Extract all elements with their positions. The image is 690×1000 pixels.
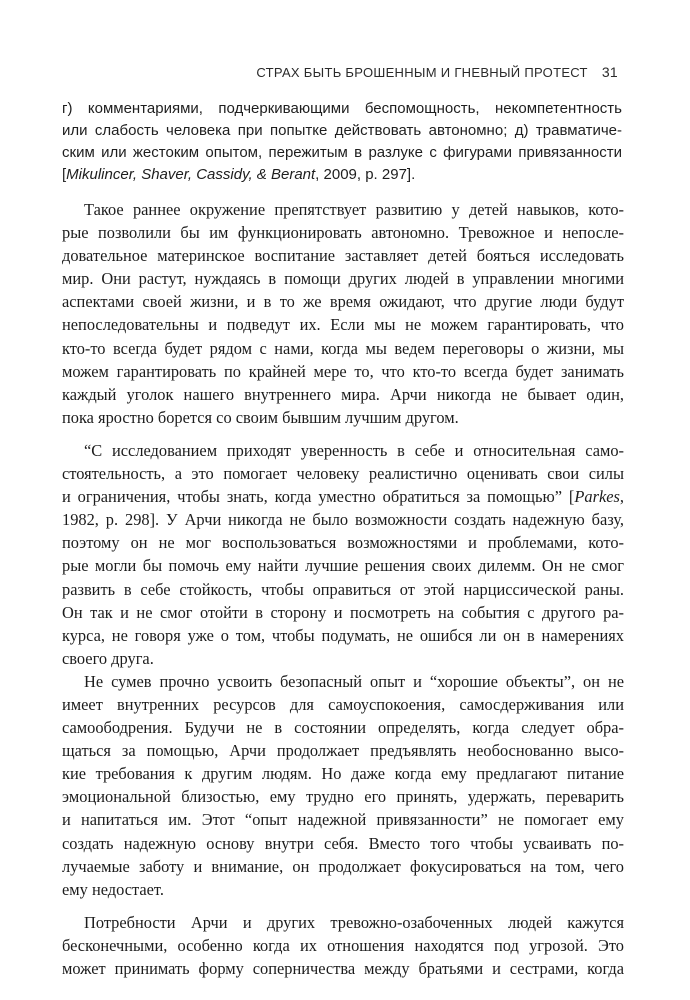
text-line: эмоциональной близостью, ему трудно его принять, удержать, переварить [62, 787, 624, 807]
paragraph [62, 439, 624, 670]
text-line: Он так и не смог отойти в сторону и посмотреть на события с другого ра- [62, 602, 624, 622]
text-line: рые могли бы помочь ему найти лучшие решения своих дилемм. Он не смог [62, 556, 624, 576]
text-line: “С исследованием приходят уверенность в себе и относительная само- [84, 440, 624, 460]
text-line: бесконечными, особенно когда их отношения находятся под угрозой. Это [62, 935, 624, 955]
text-line: каждый уголок нашего внутреннего мира. Арчи никогда не бывает один, [62, 384, 624, 404]
text-line: мир. Они растут, нуждаясь в помощи других людей в управлении многими [62, 269, 624, 289]
text-line: лучаемые заботу и внимание, он продолжает фокусироваться на том, чего [62, 856, 624, 876]
running-header [256, 64, 618, 80]
text-line: кто-то всегда будет рядом с нами, когда мы ведем переговоры о жизни, мы [62, 338, 624, 358]
quote-line: или слабость человека при попытке действовать автономно; д) травматиче- [62, 122, 622, 139]
text-line: Такое раннее окружение препятствует развитию у детей навыков, кото- [84, 200, 624, 219]
text-line: ему недостает. [62, 879, 164, 899]
text-line: пока яростно борется со своим бывшим лучшим другом. [62, 407, 459, 427]
text-line: кие требования к другим людям. Но даже когда ему предлагают питание [62, 764, 624, 784]
text-line: создать надежную основу внутри себя. Вместо того чтобы усваивать по- [62, 833, 624, 853]
text-line: развить в себе стойкость, чтобы оправиться от этой нарциссической раны. [62, 579, 624, 599]
text-line: поэтому он не мог воспользоваться возможностями и проблемами, кото- [62, 533, 624, 553]
text-line: и ограничения, чтобы знать, когда уместно обратиться за помощью” [Parkes, [62, 487, 624, 507]
citation-year-page: , 2009, p. 297]. [315, 166, 416, 183]
text-line: своего друга. [62, 648, 154, 668]
quote-line: ским или жестоким опытом, пережитым в разлуке с фигурами привязанности [62, 144, 622, 161]
text-line: Потребности Арчи и других тревожно-озабоченных людей кажутся [84, 912, 624, 932]
block-quote [62, 98, 622, 186]
paragraph [62, 670, 624, 901]
paragraph [62, 198, 624, 429]
body-text [62, 198, 624, 980]
quote-line: г) комментариями, подчеркивающими беспомощность, некомпетентность [62, 100, 622, 117]
chapter-title: СТРАХ БЫТЬ БРОШЕННЫМ И ГНЕВНЫЙ ПРОТЕСТ [256, 65, 588, 80]
text-line: имеет внутренних ресурсов для самоуспокоения, самосдерживания или [62, 694, 624, 714]
text-line: можем гарантировать по крайней мере то, что кто-то всегда будет занимать [62, 361, 624, 381]
text-line: рые позволили бы им функционировать автономно. Тревожное и непосле- [62, 223, 624, 243]
text-line: аспектами своей жизни, и в то же время ожидают, что другие люди будут [62, 292, 624, 312]
text-line: довательное материнское воспитание заставляет детей бояться исследовать [62, 246, 624, 266]
quote-citation-line [62, 164, 622, 186]
text-line: и напитаться им. Этот “опыт надежной привязанности” не помогает ему [62, 810, 624, 830]
paragraph [62, 911, 624, 980]
text-line: непоследовательны и подведут их. Если мы не можем гарантировать, что [62, 315, 624, 335]
text-line: может принимать форму соперничества между братьями и сестрами, когда [62, 959, 624, 978]
text-line: стоятельность, а это помогает человеку реалистично оценивать свои силы [62, 464, 624, 484]
text-line: 1982, p. 298]. У Арчи никогда не было возможности создать надежную базу, [62, 510, 624, 530]
page-number: 31 [601, 64, 618, 80]
citation-open-bracket: [ [62, 166, 67, 183]
text-line: щаться за помощью, Арчи продолжает предъявлять необоснованно высо- [62, 741, 624, 761]
text-line: курса, не говоря уже о том, чтобы подумать, не ошибся ли он в намерениях [62, 625, 624, 645]
citation-authors: Mikulincer, Shaver, Cassidy, & Berant [66, 166, 316, 183]
text-line: Не сумев прочно усвоить безопасный опыт и “хорошие объекты”, он не [84, 671, 624, 691]
text-line: самоободрения. Будучи не в состоянии определять, когда следует обра- [62, 718, 624, 738]
